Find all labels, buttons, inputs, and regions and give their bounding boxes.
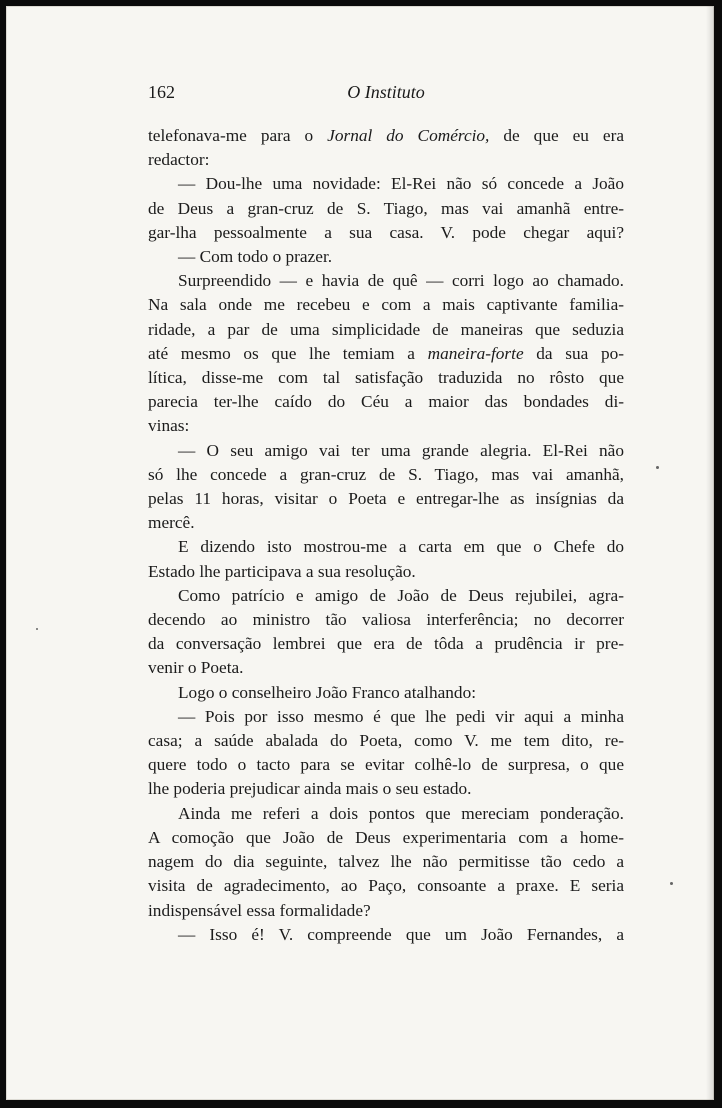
text-line: — Pois por isso mesmo é que lhe pedi vir aqui a minha bbox=[178, 706, 624, 726]
page-number: 162 bbox=[148, 82, 175, 102]
text-line: casa; a saúde abalada do Poeta, como V. me tem dito, re- bbox=[148, 731, 624, 751]
text-line: indispensável essa formalidade? bbox=[148, 900, 371, 920]
text-line: Na sala onde me recebeu e com a mais captivante familia- bbox=[148, 295, 624, 315]
text-line: Estado lhe participava a sua resolução. bbox=[148, 561, 416, 581]
paper-speck bbox=[36, 628, 38, 630]
text-line: ridade, a par de uma simplicidade de maneiras que seduzia bbox=[148, 319, 624, 339]
text-line: Surpreendido — e havia de quê — corri logo ao chamado. bbox=[178, 271, 624, 291]
text-line: — Dou-lhe uma novidade: El-Rei não só concede a João bbox=[178, 174, 624, 194]
text-line: gar-lha pessoalmente a sua casa. V. pode chegar aqui? bbox=[148, 222, 624, 242]
text-line: — O seu amigo vai ter uma grande alegria. El-Rei não bbox=[178, 440, 624, 460]
text-line: nagem do dia seguinte, talvez lhe não permitisse tão cedo a bbox=[148, 852, 624, 872]
book-page bbox=[6, 6, 714, 1100]
text-line: até mesmo os que lhe temiam a maneira-forte da sua po- bbox=[148, 343, 624, 363]
text-line: parecia ter-lhe caído do Céu a maior das bondades di- bbox=[148, 392, 624, 412]
text-line: mercê. bbox=[148, 513, 195, 533]
paper-speck bbox=[670, 882, 673, 885]
page-header bbox=[146, 82, 626, 108]
paper-speck bbox=[656, 466, 659, 469]
text-line: Como patrício e amigo de João de Deus rejubilei, agra- bbox=[178, 585, 624, 605]
text-line: redactor: bbox=[148, 150, 210, 170]
body-text bbox=[148, 124, 624, 947]
italic-title: Jornal do Comércio, bbox=[327, 126, 490, 145]
text-line: lhe poderia prejudicar ainda mais o seu estado. bbox=[148, 779, 472, 799]
text-line: — Isso é! V. compreende que um João Fernandes, a bbox=[178, 924, 624, 944]
text-line: pelas 11 horas, visitar o Poeta e entregar-lhe as insígnias da bbox=[148, 489, 624, 509]
text-line: Ainda me referi a dois pontos que mereciam ponderação. bbox=[178, 803, 624, 823]
text-line: quere todo o tacto para se evitar colhê-lo de surpresa, o que bbox=[148, 755, 624, 775]
text-line: lítica, disse-me com tal satisfação traduzida no rôsto que bbox=[148, 368, 624, 388]
text-line: — Com todo o prazer. bbox=[178, 247, 333, 267]
italic-term: maneira-forte bbox=[427, 343, 524, 363]
text-line: venir o Poeta. bbox=[148, 658, 244, 678]
text-line: da conversação lembrei que era de tôda a prudência ir pre- bbox=[148, 634, 624, 654]
text-line: telefonava-me para o Jornal do Comércio, de que eu era bbox=[148, 126, 625, 145]
text-line: visita de agradecimento, ao Paço, consoante a praxe. E seria bbox=[148, 876, 624, 896]
text-line: só lhe concede a gran-cruz de S. Tiago, mas vai amanhã, bbox=[148, 464, 624, 484]
running-title: O Instituto bbox=[347, 82, 425, 102]
text-line: E dizendo isto mostrou-me a carta em que o Chefe do bbox=[178, 537, 624, 557]
text-line: A comoção que João de Deus experimentaria com a home- bbox=[148, 827, 624, 847]
text-line: de Deus a gran-cruz de S. Tiago, mas vai amanhã entre- bbox=[148, 198, 624, 218]
text-line: vinas: bbox=[148, 416, 190, 436]
text-line: decendo ao ministro tão valiosa interferência; no decorrer bbox=[148, 610, 624, 630]
text-line: Logo o conselheiro João Franco atalhando: bbox=[178, 682, 477, 702]
